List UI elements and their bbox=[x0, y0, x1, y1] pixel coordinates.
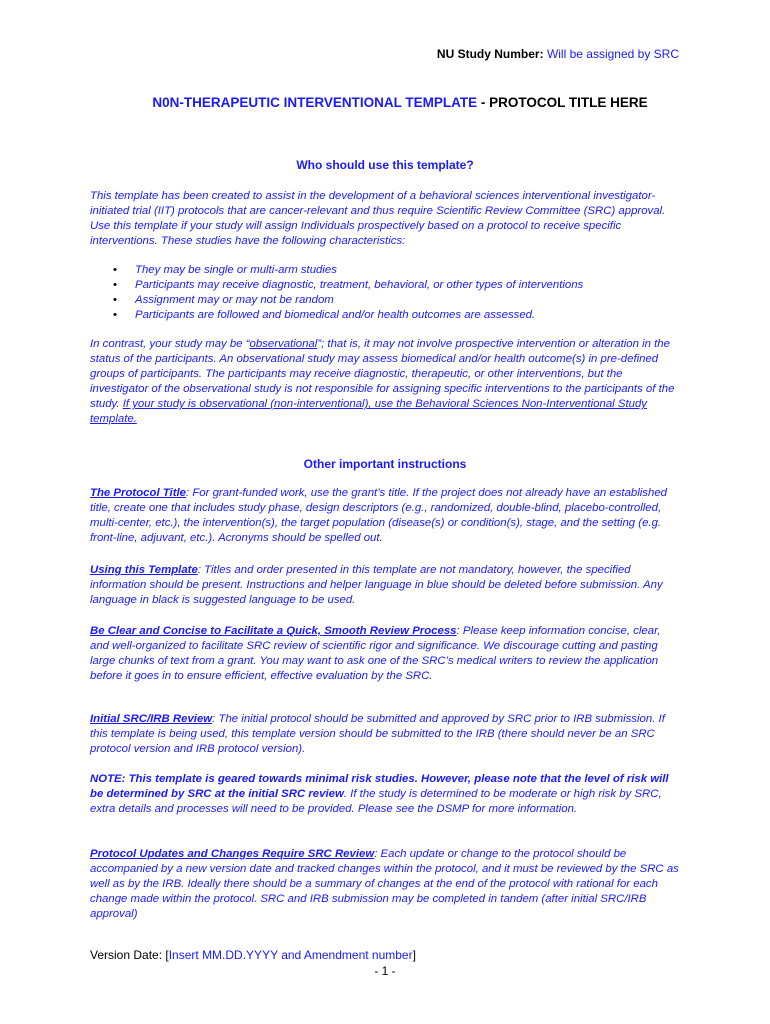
study-number-header bbox=[437, 47, 679, 61]
who-heading: Who should use this template? bbox=[296, 158, 474, 172]
instruction-lead: Protocol Updates and Changes Require SRC Review bbox=[90, 848, 375, 860]
characteristics-list bbox=[113, 263, 673, 323]
instruction-lead: Be Clear and Concise to Facilitate a Quick, Smooth Review Process bbox=[90, 625, 457, 637]
non-interventional-template-link[interactable]: If your study is observational (non-interventional), use the Behavioral Sciences Non-Interventional Study template. bbox=[90, 398, 647, 425]
bullet-icon: • bbox=[113, 264, 117, 276]
instruction-lead: Using this Template bbox=[90, 564, 198, 576]
page-title bbox=[100, 94, 700, 112]
list-item: • They may be single or multi-arm studies bbox=[113, 264, 337, 276]
protocol-title-placeholder: - PROTOCOL TITLE HERE bbox=[477, 95, 648, 110]
bullet-icon: • bbox=[113, 309, 117, 321]
list-item: • Participants may receive diagnostic, treatment, behavioral, or other types of interventions bbox=[113, 279, 584, 291]
instruction-lead: The Protocol Title bbox=[90, 487, 186, 499]
other-instructions-heading: Other important instructions bbox=[303, 457, 467, 471]
template-name: N0N-THERAPEUTIC INTERVENTIONAL TEMPLATE bbox=[152, 95, 478, 110]
intro-paragraph: This template has been created to assist in the development of a behavioral sciences interventional investigator-initiated trial (IIT) protocols that are cancer-relevant and thus require Scientific Review Committee (SRC) approval. Use this template if your study will assign Individuals prospectively based on a protocol to receive specific interventions. These studies have the following characteristics: bbox=[90, 190, 666, 247]
list-item: • Assignment may or may not be random bbox=[113, 294, 334, 306]
using-template-instruction: Using this Template: Titles and order presented in this template are not mandatory, however, the specified information should be present. Instructions and helper language in blue should be deleted before submission. Any language in black is suggested language to be used. bbox=[90, 564, 663, 606]
observational-term: observational bbox=[249, 338, 318, 350]
clear-concise-instruction: Be Clear and Concise to Facilitate a Quick, Smooth Review Process: Please keep information concise, clear, and well-organized to facilitate SRC review of scientific rigor and significance. We discourage cutting and pasting large chunks of text from a grant. You may want to ask one of the SRC’s medical writers to review the application before it goes in to ensure efficient, effective evaluation by the SRC. bbox=[90, 625, 661, 682]
bullet-icon: • bbox=[113, 279, 117, 291]
instruction-lead: Initial SRC/IRB Review bbox=[90, 713, 213, 725]
risk-note: NOTE: This template is geared towards minimal risk studies. However, please note that the level of risk will be determined by SRC at the initial SRC review. If the study is determined to be moderate or high risk by SRC, extra details and processes will need to be provided. Please see the DSMP for more information. bbox=[90, 773, 669, 815]
study-number-label: NU Study Number: bbox=[436, 47, 544, 61]
bullet-icon: • bbox=[113, 294, 117, 306]
observational-paragraph: In contrast, your study may be “observational”; that is, it may not involve prospective intervention or alteration in the status of the participants. An observational study may assess biomedical and/or health outcome(s) in pre-defined groups of participants. The participants may receive diagnostic, therapeutic, or other interventions, but the investigator of the observational study is not responsible for assigning specific interventions to the participants of the study. If your study is observational (non-interventional), use the Behavioral Sciences Non-Interventional Study template. bbox=[90, 338, 675, 425]
updates-instruction: Protocol Updates and Changes Require SRC Review: Each update or change to the protocol should be accompanied by a new version date and tracked changes within the protocol, and it must be reviewed by the SRC as well as by the IRB. Ideally there should be a summary of changes at the end of the protocol with rational for each change made within the protocol. SRC and IRB submission may be completed in tandem (after initial SRC/IRB approval) bbox=[90, 848, 679, 920]
study-number-value: Will be assigned by SRC bbox=[546, 47, 679, 61]
initial-review-instruction: Initial SRC/IRB Review: The initial protocol should be submitted and approved by SRC prior to IRB submission. If this template is being used, this template version should be submitted to the IRB (there should never be an SRC protocol version and IRB protocol version). bbox=[90, 713, 665, 755]
note-bold: NOTE: This template is geared towards minimal risk studies. However, please note that the level of risk will be determined by SRC at the initial SRC review bbox=[90, 773, 669, 800]
version-date-placeholder: Insert MM.DD.YYYY and Amendment number bbox=[168, 948, 413, 962]
protocol-title-instruction: The Protocol Title: For grant-funded work, use the grant’s title. If the project does not already have an established title, create one that includes study phase, design descriptors (e.g., randomized, double-blind, placebo-controlled, multi-center, etc.), the intervention(s), the target population (disease(s) or condition(s), stage, and the setting (e.g. front-line, adjuvant, etc.). Acronyms should be spelled out. bbox=[90, 487, 668, 544]
list-item: • Participants are followed and biomedical and/or health outcomes are assessed. bbox=[113, 309, 536, 321]
version-date-footer: Version Date: [Insert MM.DD.YYYY and Amendment number] bbox=[90, 948, 416, 962]
page-number: - 1 - bbox=[374, 964, 396, 978]
